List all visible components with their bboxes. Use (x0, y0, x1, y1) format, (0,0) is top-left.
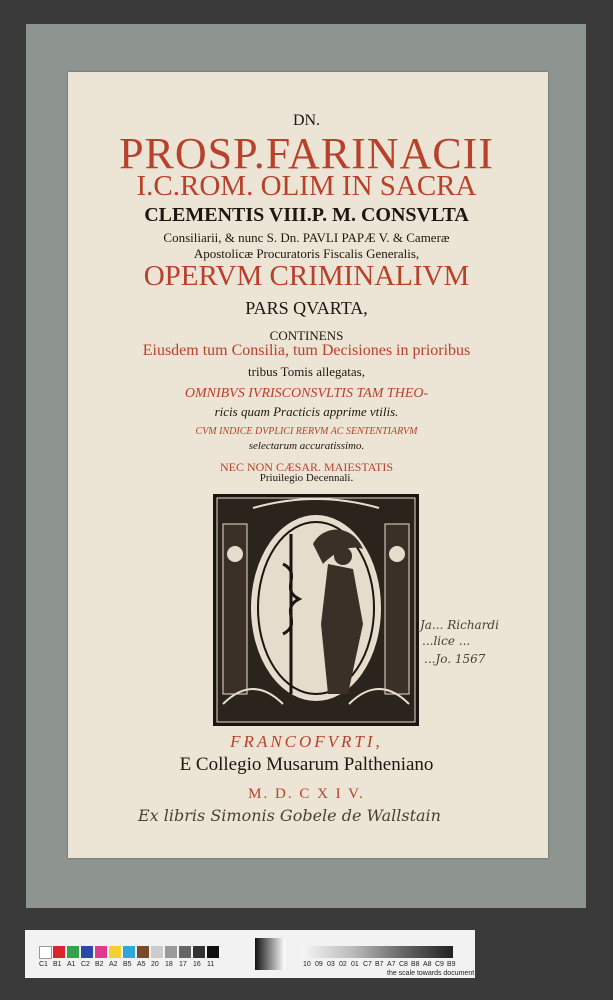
scale-caption: the scale towards document (387, 970, 475, 977)
patch-label-9: 18 (165, 961, 173, 968)
title-line-2: PROSP.FARINACII (119, 129, 494, 178)
patch-label-14: 09 (315, 961, 323, 968)
patch-label-20: A7 (387, 961, 396, 968)
swatch-white (39, 946, 52, 959)
patch-label-4: B2 (95, 961, 104, 968)
patch-label-17: 01 (351, 961, 359, 968)
swatch-grey-1 (151, 946, 163, 958)
swatch-yellow (109, 946, 121, 958)
swatch-red (53, 946, 65, 958)
handwritten-margin-line-2: ...lice ... (422, 634, 471, 648)
patch-label-12: 11 (207, 961, 215, 968)
swatch-black (207, 946, 219, 958)
title-line-16: NEC NON CÆSAR. MAIESTATIS (219, 460, 394, 474)
patch-label-16: 02 (339, 961, 347, 968)
patch-label-1: B1 (53, 961, 62, 968)
swatch-blue (81, 946, 93, 958)
grey-wedge (255, 938, 285, 970)
patch-label-6: B5 (123, 961, 132, 968)
patch-label-25: B9 (447, 961, 456, 968)
woodcut-illustration (213, 494, 419, 726)
title-line-12: OMNIBVS IVRISCONSVLTIS TAM THEO- (184, 386, 429, 401)
patch-label-22: B8 (411, 961, 420, 968)
title-line-6: Apostolicæ Procuratoris Fiscalis Generalis, (193, 246, 420, 261)
title-line-10: Eiusdem tum Consilia, tum Decisiones in prioribus (142, 342, 471, 359)
patch-label-23: A8 (423, 961, 432, 968)
title-line-9: CONTINENS (269, 328, 344, 343)
color-scale-bar (25, 930, 475, 978)
patch-label-15: 03 (327, 961, 335, 968)
swatch-brown (137, 946, 149, 958)
title-line-1: DN. (292, 112, 321, 129)
title-line-8: PARS QVARTA, (245, 298, 368, 318)
swatch-grey-4 (193, 946, 205, 958)
handwritten-margin-line-1: Ja... Richardi (420, 618, 499, 632)
patch-label-21: C8 (399, 961, 408, 968)
swatch-grey-3 (179, 946, 191, 958)
patch-label-19: B7 (375, 961, 384, 968)
swatch-cyan (123, 946, 135, 958)
swatch-green (67, 946, 79, 958)
title-line-17: Priuilegio Decennali. (259, 472, 354, 484)
patch-label-7: A5 (137, 961, 146, 968)
printers-device-woodcut (213, 494, 419, 726)
title-line-11: tribus Tomis allegatas, (248, 364, 365, 379)
grey-scale-steps (303, 946, 453, 958)
title-line-5: Consiliarii, & nunc S. Dn. PAVLI PAPÆ V. & Cameræ (163, 230, 450, 245)
patch-label-3: C2 (81, 961, 90, 968)
imprint-city: FRANCOFVRTI, (230, 732, 383, 751)
patch-label-11: 16 (193, 961, 201, 968)
title-line-15: selectarum accuratissimo. (248, 440, 365, 452)
patch-label-5: A2 (109, 961, 118, 968)
swatch-magenta (95, 946, 107, 958)
patch-label-18: C7 (363, 961, 372, 968)
imprint-press: E Collegio Musarum Paltheniano (179, 754, 434, 775)
title-line-3: I.C.ROM. OLIM IN SACRA (136, 170, 477, 202)
imprint-year: M. D. C X I V. (248, 786, 365, 802)
patch-label-24: C9 (435, 961, 444, 968)
title-line-14: CVM INDICE DVPLICI RERVM AC SENTENTIARVM (195, 426, 418, 437)
patch-label-8: 20 (151, 961, 159, 968)
handwritten-margin-line-3: ...Jo. 1567 (424, 652, 486, 666)
ex-libris-inscription: Ex libris Simonis Gobele de Wallstain (138, 806, 441, 825)
title-line-7: OPERVM CRIMINALIVM (143, 260, 470, 292)
patch-label-10: 17 (179, 961, 187, 968)
patch-label-2: A1 (67, 961, 76, 968)
title-line-13: ricis quam Practicis apprime vtilis. (214, 404, 399, 419)
patch-label-0: C1 (39, 961, 48, 968)
patch-label-13: 10 (303, 961, 311, 968)
title-line-4: CLEMENTIS VIII.P. M. CONSVLTA (144, 204, 469, 226)
swatch-grey-2 (165, 946, 177, 958)
